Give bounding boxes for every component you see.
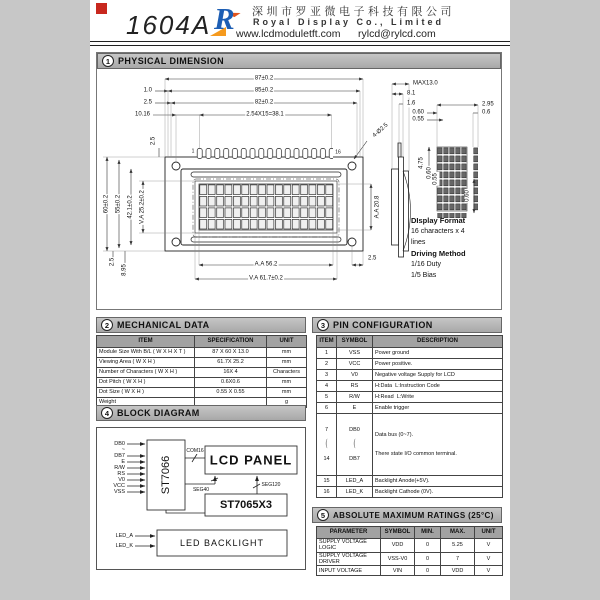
table-row-bus	[317, 414, 503, 476]
absolute-maximum-ratings-table	[316, 526, 503, 576]
lcd-panel-label: LCD PANEL	[209, 452, 293, 468]
dim-aa-height: A.A 20.8	[374, 195, 381, 219]
dim-va-width: V.A 61.7±0.2	[249, 275, 283, 282]
pin-configuration-table	[316, 335, 503, 498]
dim-width-82: 82±0.2	[254, 99, 274, 106]
bus-item-end: 14	[323, 456, 330, 463]
driving-method-bias: 1/5 Bias	[411, 272, 437, 279]
signal-rs: RS	[117, 471, 125, 477]
signal-db7: DB7	[114, 453, 125, 459]
pin-number-last: 16	[335, 149, 341, 156]
table-row: 1 VSS Power ground	[317, 348, 503, 359]
table-row: 15 LED_A Backlight Anode(+5V).	[317, 476, 503, 487]
pin-number-first: 1	[191, 148, 195, 155]
dim-cursor-gap: 0.60	[464, 190, 471, 202]
display-format-note	[411, 215, 501, 281]
signal-tilde: ~	[121, 447, 125, 453]
dim-dot-size-v: 0.55	[432, 173, 439, 185]
section-number-icon: 5	[317, 509, 329, 521]
signal-vss: VSS	[113, 489, 125, 495]
table-row: Module Size With B/L ( W X H X T ) 87 X 60 X 13.0 mm	[97, 348, 307, 358]
dim-bottom-left-2-5: 2.5	[109, 257, 116, 267]
com-bus-label: COM16	[186, 448, 204, 454]
dim-char-width: 2.95	[482, 101, 494, 108]
table-header-row: ITEM SYMBOL DESCRIPTION	[317, 336, 503, 348]
display-format-title: DIsplay Format	[411, 216, 466, 225]
driver-label: ST7065X3	[220, 499, 272, 511]
signal-rw: R/W	[114, 465, 125, 471]
backlight-label: LED BACKLIGHT	[179, 538, 265, 548]
red-corner-marker	[96, 3, 107, 14]
company-email: rylcd@rylcd.com	[358, 28, 436, 40]
side-view	[392, 143, 411, 257]
table-row: 5 R/W H:Read L:Write	[317, 392, 503, 403]
block-diagram	[96, 427, 306, 570]
dim-bottom-left-8-95: 8.95	[121, 264, 128, 276]
logo-letter: R	[214, 1, 235, 36]
dim-offset-1-0: 1.0	[143, 87, 152, 94]
table-row: 4 RS H:Data L:Instruction Code	[317, 381, 503, 392]
section-number-icon: 4	[101, 407, 113, 419]
table-row: Weight g	[97, 398, 307, 408]
display-format-lines: lines	[411, 239, 426, 246]
company-name-english: Royal Display Co., Limited	[253, 17, 445, 27]
section-physical-dimension	[96, 52, 502, 310]
signal-led-a: LED_A	[115, 533, 133, 539]
dim-pin-pitch: 2.54X15=38.1	[246, 111, 284, 118]
section-header-ratings: 5 ABSOLUTE MAXIMUM RATINGS (25°C)	[312, 507, 502, 523]
dim-char-height: 4.75	[418, 157, 425, 169]
driving-method-duty: 1/16 Duty	[411, 261, 441, 268]
table-row: 3 V0 Negative voltage Supply for LCD	[317, 370, 503, 381]
dim-dot-pitch-h: 0.60	[412, 109, 424, 116]
bus-description-2: There state I/O common terminal.	[375, 450, 457, 457]
dim-aa-width: A.A 56.2	[254, 261, 278, 268]
table-row: Dot Pitch ( W X H ) 0.6X0.6 mm	[97, 378, 307, 388]
driving-method-title: Driving Method	[411, 249, 466, 258]
dim-width-85: 85±0.2	[254, 87, 274, 94]
section-header-block: 4 BLOCK DIAGRAM	[96, 405, 306, 421]
dim-va-height: V.A 25.2±0.2	[139, 190, 146, 224]
dim-height-42: 42.1±0.2	[127, 195, 134, 219]
seg120-label: SEG120	[261, 482, 281, 488]
bus-description-1: Data bus (0~7).	[375, 432, 414, 438]
section-header-mechanical: 2 MECHANICAL DATA	[96, 317, 306, 333]
company-website: www.lcdmoduletft.com	[236, 28, 341, 40]
datasheet-page	[90, 0, 510, 600]
dot-detail	[437, 147, 478, 218]
dim-bottom-right-2-5: 2.5	[368, 255, 377, 262]
bus-item-start: 7	[324, 426, 329, 433]
dim-dot-gap: 0.6	[482, 109, 491, 116]
signal-v0: V0	[118, 477, 125, 483]
table-row: SUPPLY VOLTAGE LOGIC VDD 0 5.25 V	[317, 539, 503, 553]
section-number-icon: 1	[102, 55, 114, 67]
dim-width-87: 87±0.2	[254, 75, 274, 82]
dim-dot-pitch-v: 0.60	[426, 167, 433, 179]
table-row: 2 VCC Power positive.	[317, 359, 503, 370]
header-divider	[90, 41, 510, 46]
controller-label: ST7066	[160, 455, 172, 495]
table-header-row: ITEM SPECIFICATION UNIT	[97, 336, 307, 348]
table-row: 16 LED_K Backlight Cathode (0V).	[317, 487, 503, 498]
dim-dot-size-h: 0.55	[412, 116, 424, 123]
table-row: Number of Characters ( W X H ) 16X 4 Characters	[97, 368, 307, 378]
dim-offset-10-16: 10.16	[134, 111, 150, 118]
section-header-physical: 1 PHYSICAL DIMENSION	[97, 53, 501, 69]
dim-height-55: 55±0.2	[115, 194, 122, 214]
dim-height-60: 60±0.2	[103, 194, 110, 214]
dim-mounting-holes: 4-Ø2.5	[371, 122, 390, 139]
signal-db0: DB0	[114, 441, 125, 447]
dim-side-8-1: 8.1	[407, 90, 416, 97]
section-header-pins: 3 PIN CONFIGURATION	[312, 317, 502, 333]
dim-offset-2-5: 2.5	[143, 99, 152, 106]
signal-led-k: LED_K	[115, 543, 133, 549]
display-format-chars: 16 characters x 4	[411, 228, 465, 235]
signal-vcc: VCC	[113, 483, 125, 489]
table-row: Viewing Area ( W X H ) 61.7X 25.2 mm	[97, 358, 307, 368]
model-number: 1604A	[126, 10, 212, 40]
bus-symbol-start: DB0	[349, 426, 360, 433]
dim-max-thickness: MAX13.0	[413, 80, 438, 87]
brace-icon: (	[353, 438, 356, 451]
brace-icon: (	[325, 438, 328, 451]
section-number-icon: 3	[317, 319, 329, 331]
dim-side-1-6: 1.6	[407, 100, 416, 107]
signal-e: E	[121, 459, 125, 465]
mechanical-data-table	[96, 335, 307, 408]
table-header-row: PARAMETER SYMBOL MIN. MAX. UNIT	[317, 527, 503, 539]
table-row: Dot Size ( W X H ) 0.55 X 0.55 mm	[97, 388, 307, 398]
table-row: 6 E Enable trigger	[317, 403, 503, 414]
seg40-label: SEG40	[192, 487, 210, 493]
dim-top-left-2-5: 2.5	[150, 136, 157, 146]
physical-drawing	[97, 69, 501, 309]
front-view	[165, 148, 363, 251]
table-row: INPUT VOLTAGE VIN 0 VDD V	[317, 566, 503, 576]
bus-symbol-end: DB7	[349, 456, 360, 463]
section-number-icon: 2	[101, 319, 113, 331]
company-name-chinese: 深圳市罗亚微电子科技有限公司	[252, 6, 455, 18]
table-row: SUPPLY VOLTAGE DRIVER VSS-V0 0 7 V	[317, 552, 503, 566]
